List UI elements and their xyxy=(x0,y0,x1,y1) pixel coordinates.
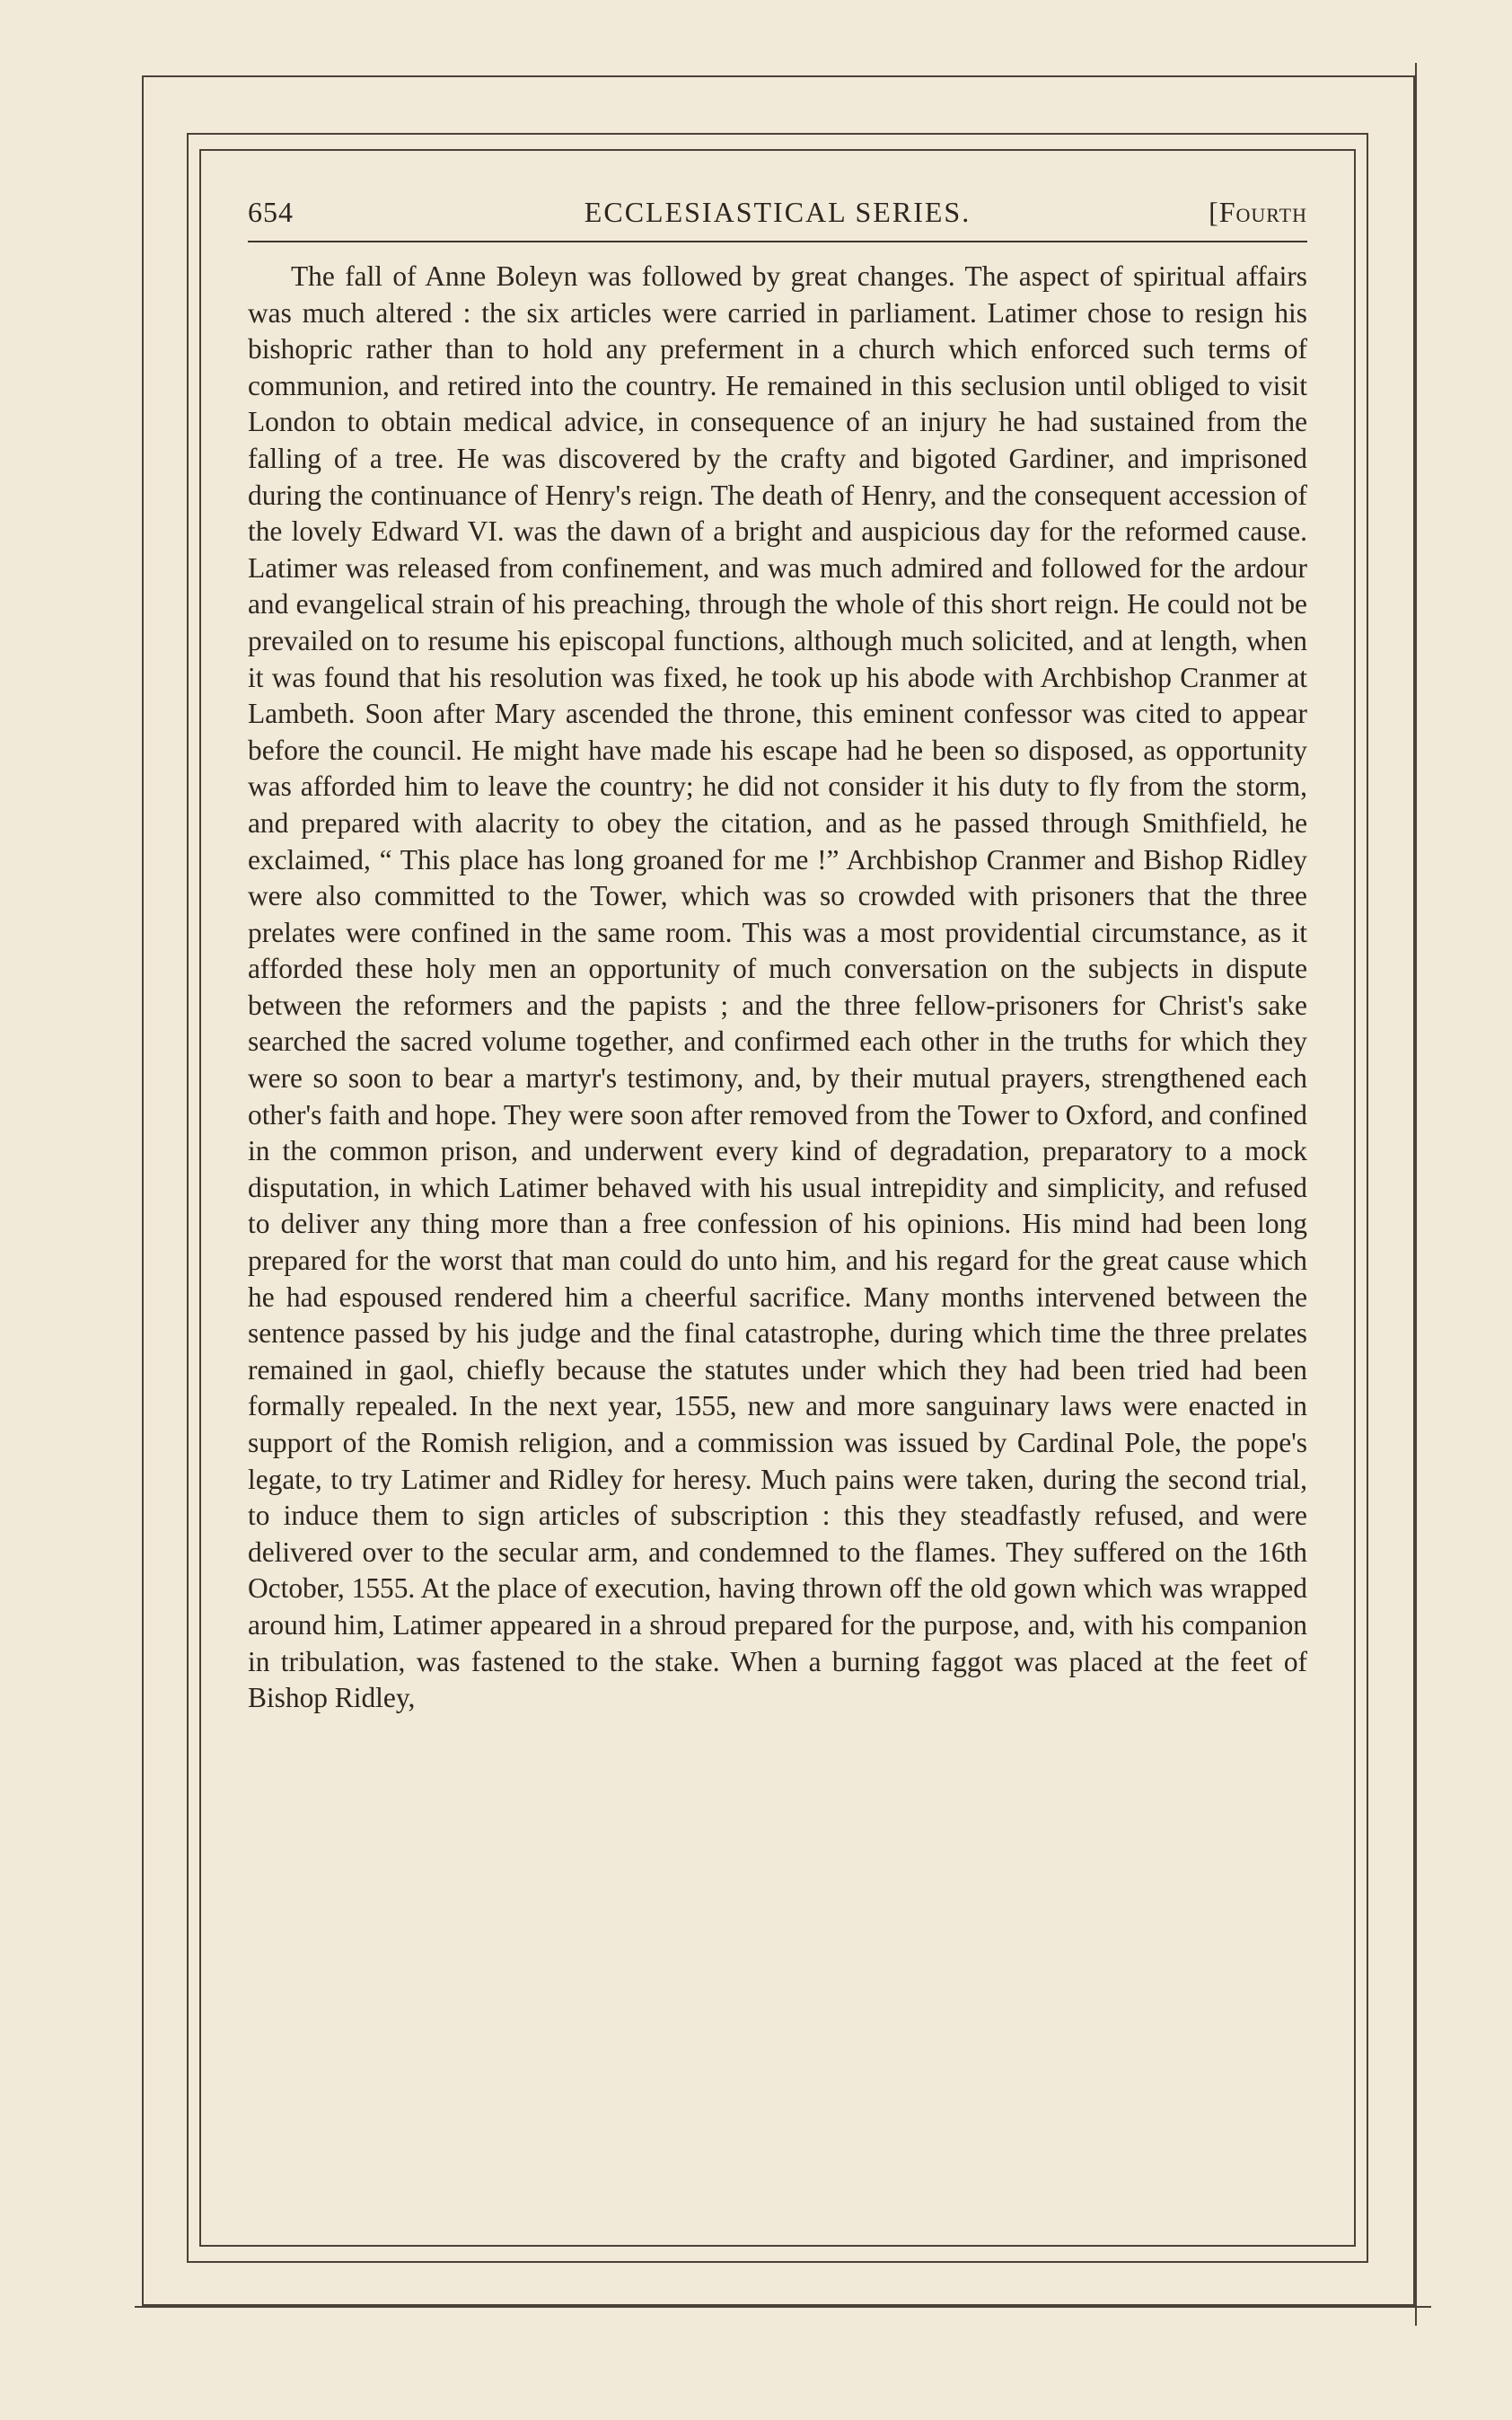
body-paragraph: The fall of Anne Boleyn was followed by great changes. The aspect of spiritual affairs was much altered : the six articles were carried in parliament. Latimer chose to resign his bishopric rather than to hold any preferment in a church which enforced such terms of communion, and retired into the country. He remained in this seclusion until obliged to visit London to obtain medical advice, in consequence of an injury he had sustained from the falling of a tree. He was discovered by the crafty and bigoted Gardiner, and imprisoned during the continuance of Henry's reign. The death of Henry, and the consequent accession of the lovely Edward VI. was the dawn of a bright and auspicious day for the reformed cause. Latimer was released from confinement, and was much admired and followed for the ardour and evangelical strain of his preaching, through the whole of this short reign. He could not be prevailed on to resume his episcopal functions, although much solicited, and at length, when it was found that his resolution was fixed, he took up his abode with Archbishop Cranmer at Lambeth. Soon after Mary ascended the throne, this eminent confessor was cited to appear before the council. He might have made his escape had he been so disposed, as opportunity was afforded him to leave the country; he did not consider it his duty to fly from the storm, and prepared with alacrity to obey the citation, and as he passed through Smithfield, he exclaimed, “ This place has long groaned for me !” Archbishop Cranmer and Bishop Ridley were also committed to the Tower, which was so crowded with prisoners that the three prelates were confined in the same room. This was a most providential circumstance, as it afforded these holy men an opportunity of much conversation on the subjects in dispute between the reformers and the papists ; and the three fellow-prisoners for Christ's sake searched the sacred volume together, and confirmed each other in the truths for which they were so soon to bear a martyr's testimony, and, by their mutual prayers, strengthened each other's faith and hope. They were soon after removed from the Tower to Oxford, and confined in the common prison, and underwent every kind of degradation, preparatory to a mock disputation, in which Latimer behaved with his usual intrepidity and simplicity, and refused to deliver any thing more than a free confession of his opinions. His mind had been long prepared for the worst that man could do unto him, and his regard for the great cause which he had espoused rendered him a cheerful sacrifice. Many months intervened between the sentence passed by his judge and the final catastrophe, during which time the three prelates remained in gaol, chiefly because the statutes under which they had been tried had been formally repealed. In the next year, 1555, new and more sanguinary laws were enacted in support of the Romish religion, and a commission was issued by Cardinal Pole, the pope's legate, to try Latimer and Ridley for heresy. Much pains were taken, during the second trial, to induce them to sign articles of subscription : this they steadfastly refused, and were delivered over to the secular arm, and condemned to the flames. They suffered on the 16th October, 1555. At the place of execution, having thrown off the old gown which was wrapped around him, Latimer appeared in a shroud prepared for the purpose, and, with his companion in tribulation, was fastened to the stake. When a burning faggot was placed at the feet of Bishop Ridley, xyxy=(248,260,1307,1714)
page-number: 654 xyxy=(248,196,294,228)
section-label: [Fourth xyxy=(1209,196,1307,228)
page-header xyxy=(248,190,1307,241)
right-edge-rule xyxy=(1415,63,1417,2326)
running-head: ECCLESIASTICAL SERIES. xyxy=(584,196,971,228)
bottom-edge-rule xyxy=(135,2306,1431,2308)
header-rule xyxy=(248,241,1307,242)
